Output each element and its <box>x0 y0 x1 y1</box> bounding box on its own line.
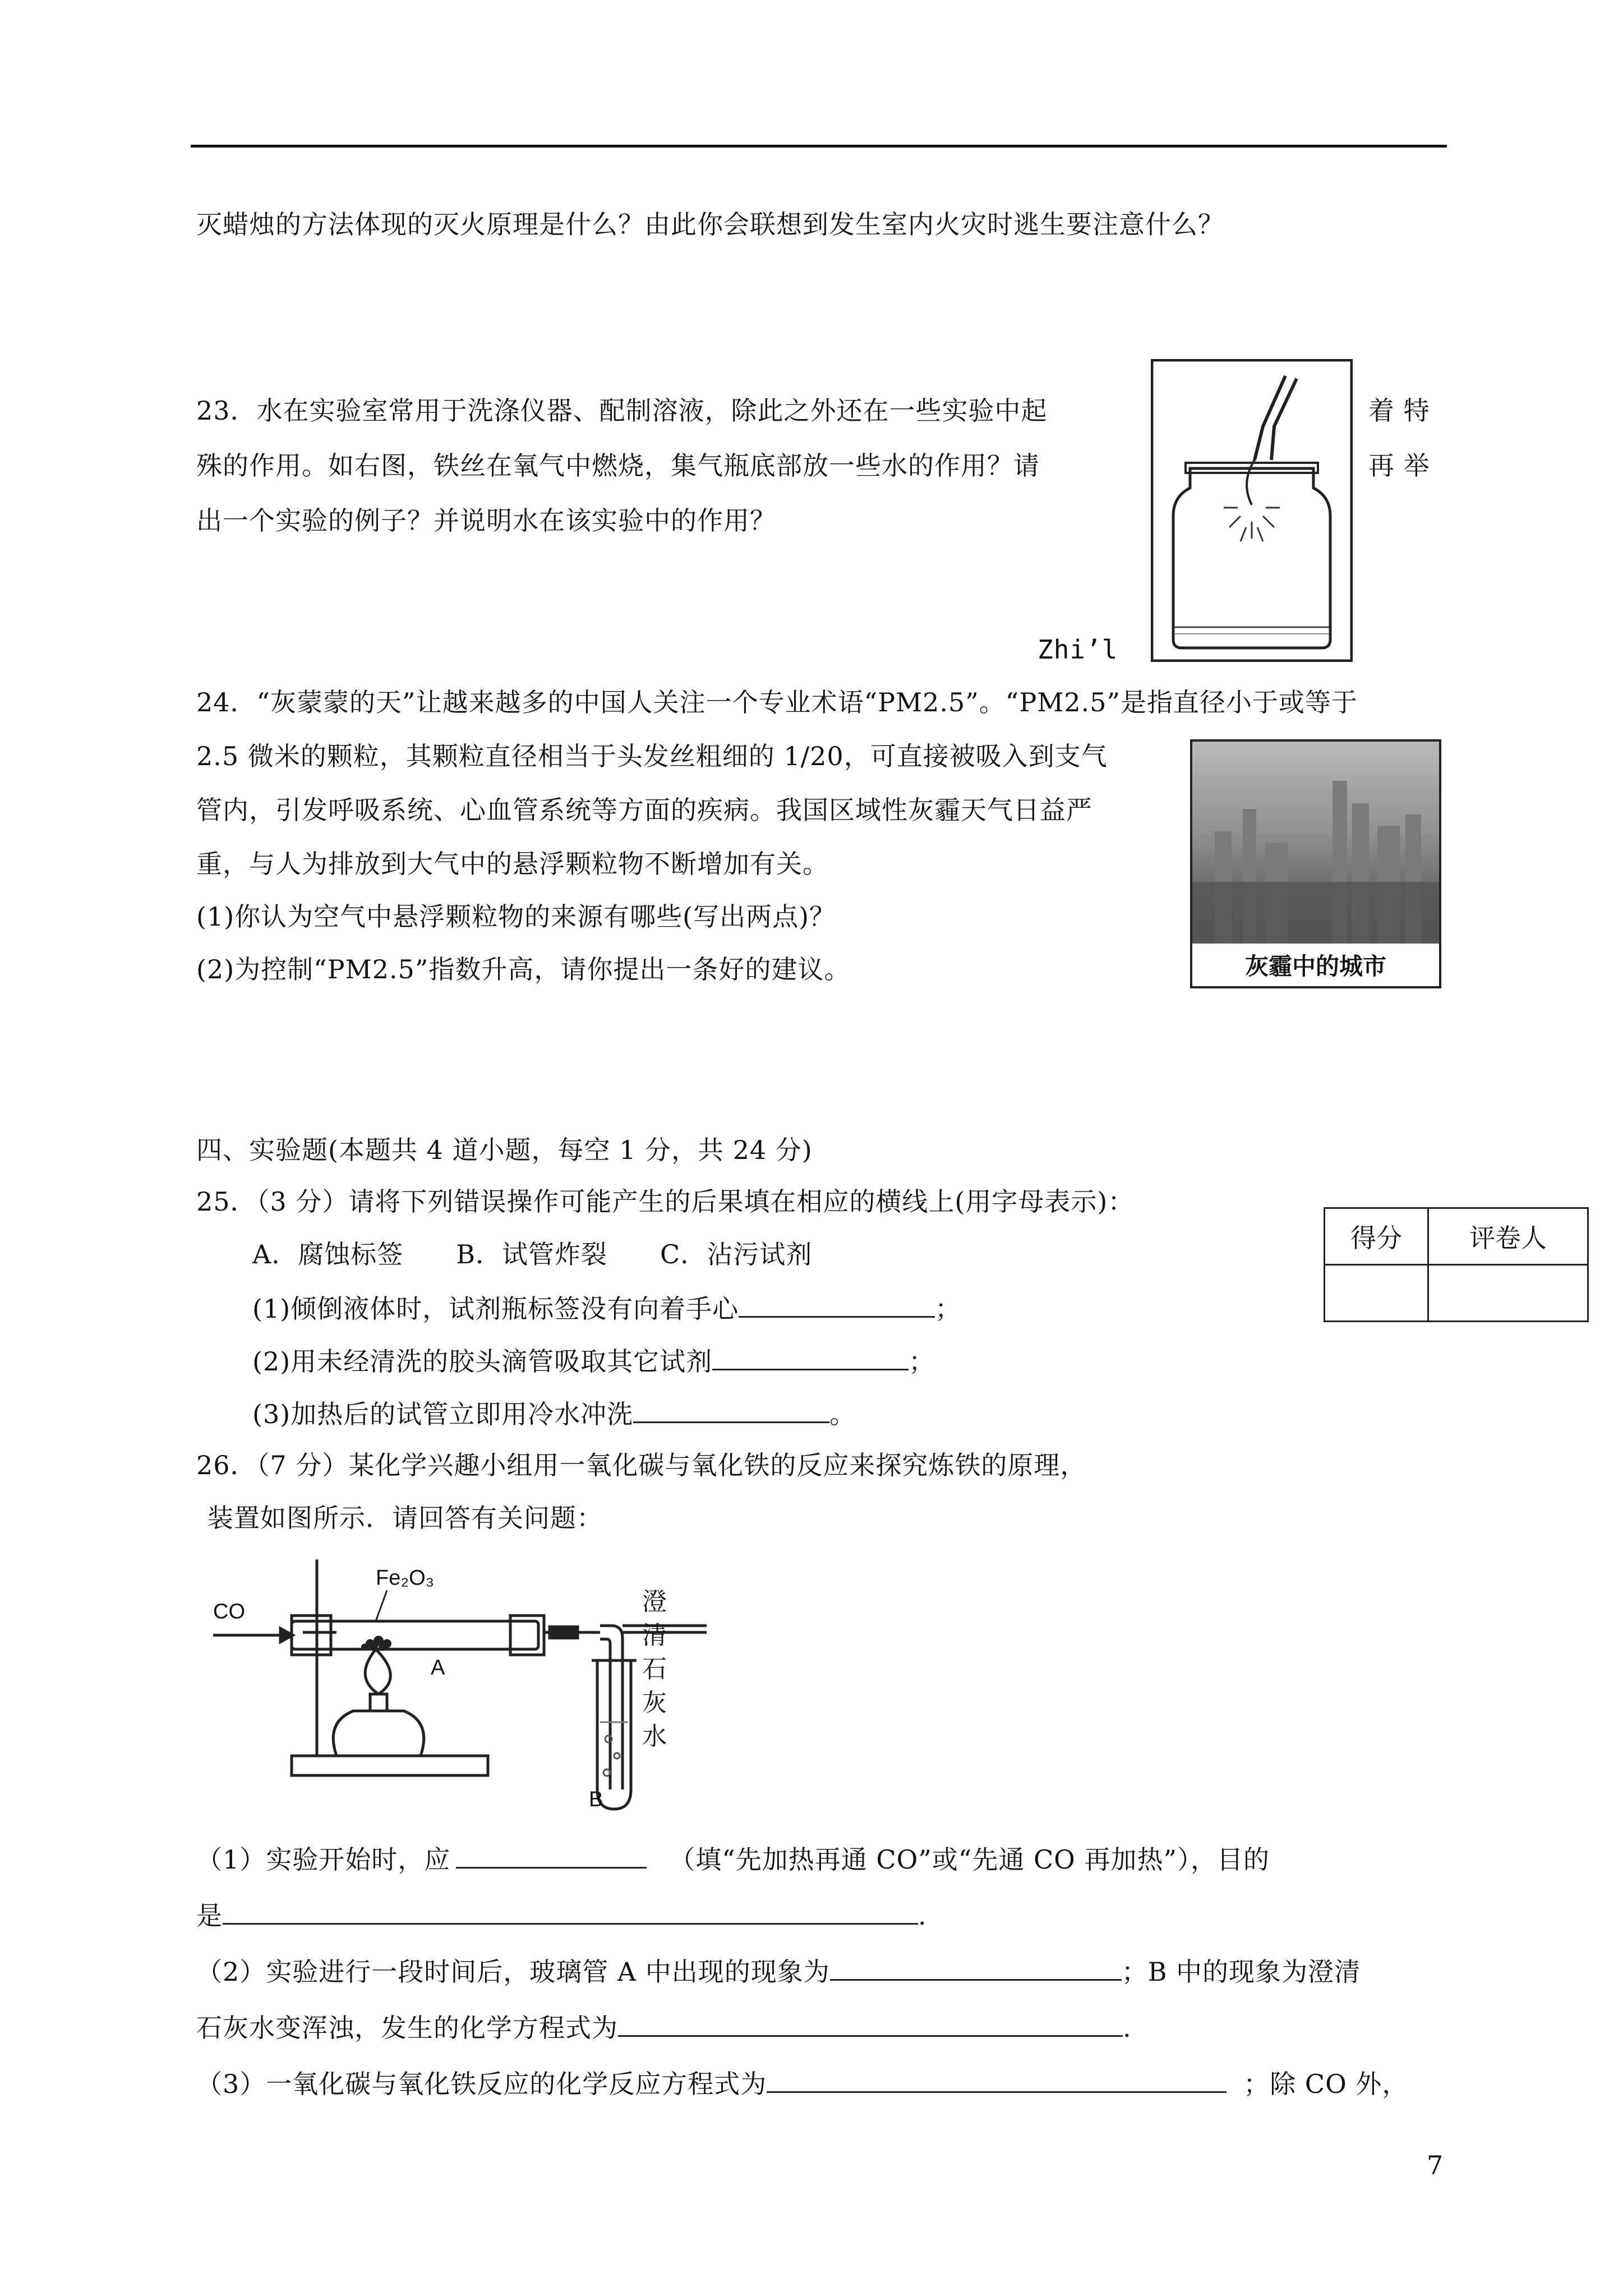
q23-line1: 23．水在实验室常用于洗涤仪器、配制溶液，除此之外还在一些实验中起 <box>196 395 1048 426</box>
q25-sub2-end: ； <box>909 1346 935 1377</box>
q26-sub2-text-b: ；B 中的现象为澄清 <box>1121 1957 1361 1987</box>
q25-stem: 25．（3 分）请将下列错误操作可能产生的后果填在相应的横线上(用字母表示)： <box>196 1186 1135 1217</box>
q22-tail-text: 灭蜡烛的方法体现的灭火原理是什么？由此你会联想到发生室内火灾时逃生要注意什么？ <box>196 209 1224 240</box>
q25-sub3-end: 。 <box>829 1399 856 1429</box>
q25-sub2 <box>252 1343 935 1378</box>
q26-sub3-text-a: （3）一氧化碳与氧化铁反应的化学反应方程式为 <box>196 2069 767 2099</box>
q26-sub2-text-a: （2）实验进行一段时间后，玻璃管 A 中出现的现象为 <box>196 1957 830 1987</box>
q23-line1-end: 着 特 <box>1368 395 1430 426</box>
q26-sub2-line1 <box>196 1953 1361 1989</box>
q23-line2: 殊的作用。如右图，铁丝在氧气中燃烧，集气瓶底部放一些水的作用？请 <box>196 450 1040 481</box>
q26-sub1-text-c: 是 <box>196 1901 223 1931</box>
label-a: A <box>431 1656 445 1680</box>
q25-answer-blank-3[interactable] <box>633 1396 829 1423</box>
q26-answer-blank-4[interactable] <box>618 2009 1123 2037</box>
header-rule <box>191 145 1447 148</box>
q26-sub2-line2 <box>196 2009 1132 2045</box>
label-limewater-2: 清 <box>642 1621 667 1650</box>
grader-cell[interactable] <box>1428 1265 1588 1322</box>
score-cell[interactable] <box>1325 1265 1428 1322</box>
q26-answer-blank-5[interactable] <box>767 2065 1227 2093</box>
q26-sub3-line1 <box>196 2065 1408 2101</box>
q24-line1: 24．“灰蒙蒙的天”让越来越多的中国人关注一个专业术语“PM2.5”。“PM2.5”是指直径小于或等于 <box>196 687 1358 717</box>
q26-answer-blank-3[interactable] <box>830 1953 1122 1981</box>
q26-sub2-end: . <box>1123 2013 1132 2043</box>
q26-answer-blank-2[interactable] <box>223 1897 918 1925</box>
q25-answer-blank-2[interactable] <box>712 1343 909 1370</box>
q25-sub3-text: (3)加热后的试管立即用冷水冲洗 <box>252 1399 634 1429</box>
co-fe2o3-apparatus-diagram <box>208 1554 712 1818</box>
label-b: B <box>589 1788 603 1811</box>
q26-sub1-line2 <box>196 1897 927 1932</box>
label-fe2o3: Fe₂O₃ <box>376 1566 435 1590</box>
label-co: CO <box>213 1600 245 1623</box>
q26-answer-blank-1[interactable] <box>456 1841 647 1869</box>
q23-stray-text: Zhi’l <box>1038 634 1118 665</box>
hazy-city-photo <box>1190 739 1441 988</box>
q26-stem-line2: 装置如图所示．请回答有关问题： <box>208 1503 603 1533</box>
q25-sub1 <box>252 1290 961 1326</box>
score-table <box>1324 1207 1589 1322</box>
q24-sub1: (1)你认为空气中悬浮颗粒物的来源有哪些(写出两点)？ <box>196 901 836 932</box>
label-limewater-5: 水 <box>642 1722 667 1751</box>
q23-line2-end: 再 举 <box>1368 450 1430 481</box>
q25-sub1-end: ； <box>935 1294 962 1324</box>
q26-sub1-line1 <box>196 1841 1270 1876</box>
section-four-heading: 四、实验题(本题共 4 道小题，每空 1 分，共 24 分) <box>196 1135 813 1165</box>
q25-options: A．腐蚀标签 B．试管炸裂 C．沾污试剂 <box>252 1239 813 1269</box>
label-limewater-4: 灰 <box>642 1688 667 1717</box>
q25-sub3 <box>252 1396 856 1431</box>
grader-label: 评卷人 <box>1428 1208 1588 1265</box>
q26-sub1-text-b: （填“先加热再通 CO”或“先通 CO 再加热”），目的 <box>669 1844 1270 1875</box>
q24-sub2: (2)为控制“PM2.5”指数升高，请你提出一条好的建议。 <box>196 954 851 984</box>
page-number: 7 <box>1427 2150 1444 2180</box>
iron-wire-combustion-figure <box>1151 359 1353 662</box>
q24-line4: 重，与人为排放到大气中的悬浮颗粒物不断增加有关。 <box>196 849 829 879</box>
photo-caption: 灰霾中的城市 <box>1244 953 1386 980</box>
q26-sub3-text-b: ；除 CO 外， <box>1243 2069 1409 2099</box>
q25-sub1-text: (1)倾倒液体时，试剂瓶标签没有向着手心 <box>252 1294 739 1324</box>
q26-stem-line1: 26．（7 分）某化学兴趣小组用一氧化碳与氧化铁的反应来探究炼铁的原理， <box>196 1450 1087 1480</box>
q26-sub1-end: . <box>918 1901 927 1931</box>
q24-line2: 2.5 微米的颗粒，其颗粒直径相当于头发丝粗细的 1/20，可直接被吸入到支气 <box>196 741 1108 771</box>
q26-sub1-text-a: （1）实验开始时，应 <box>196 1844 451 1875</box>
q25-answer-blank-1[interactable] <box>739 1290 935 1318</box>
city-skyline-image <box>1192 742 1439 944</box>
q24-line3: 管内，引发呼吸系统、心血管系统等方面的疾病。我国区域性灰霾天气日益严 <box>196 795 1092 825</box>
q25-sub2-text: (2)用未经清洗的胶头滴管吸取其它试剂 <box>252 1346 713 1377</box>
q23-line3: 出一个实验的例子？并说明水在该实验中的作用？ <box>196 505 776 536</box>
label-limewater-1: 澄 <box>642 1588 667 1616</box>
score-label: 得分 <box>1325 1208 1428 1265</box>
label-limewater-3: 石 <box>642 1655 667 1683</box>
q26-sub2-text-c: 石灰水变浑浊，发生的化学方程式为 <box>196 2013 618 2043</box>
